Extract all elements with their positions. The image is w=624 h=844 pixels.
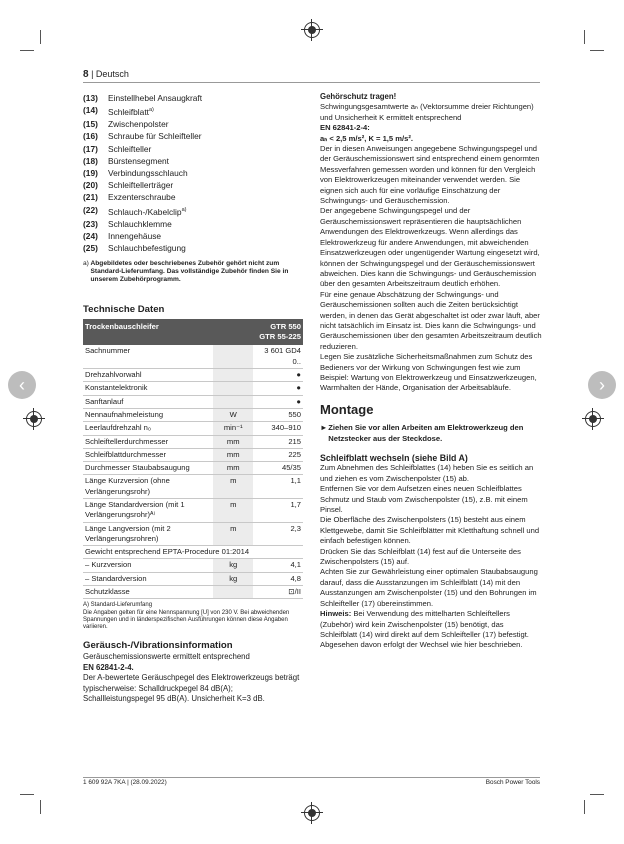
table-cell-value: 340–910 <box>253 422 303 435</box>
parts-list <box>83 92 303 254</box>
noise-text-1: Geräuschemissionswerte ermittelt entsprechend <box>83 652 250 662</box>
table-cell-unit: m <box>213 475 253 499</box>
instruction-step: Drücken Sie das Schleifblatt (14) fest auf die Unterseite des Zwischenpolsters (15) auf. <box>320 546 521 567</box>
parts-list-item <box>83 130 303 142</box>
part-label: Schlauchklemme <box>108 218 172 229</box>
page-language: Deutsch <box>95 69 129 79</box>
table-cell-unit <box>213 382 253 395</box>
tech-table-row <box>83 546 303 559</box>
part-number: (20) <box>83 180 98 191</box>
arrow-right-icon: ► <box>320 423 328 433</box>
table-cell-unit: mm <box>213 462 253 475</box>
parts-list-item <box>83 104 303 118</box>
table-cell-unit <box>213 369 253 382</box>
product-models: GTR 550 GTR 55-225 <box>253 319 303 346</box>
table-cell-value: 4,8 <box>253 572 303 585</box>
tech-data-title: Technische Daten <box>83 303 165 315</box>
table-cell-value: ● <box>253 382 303 395</box>
part-label: Zwischenpolster <box>108 119 169 130</box>
part-label: Schraube für Schleifteller <box>108 131 202 142</box>
tech-table-row <box>83 522 303 546</box>
crop-mark <box>590 794 604 795</box>
instruction-step: Zum Abnehmen des Schleifblattes (14) heben Sie es seitlich an und ziehen es vom Zwischenpolster (15) ab. <box>320 463 534 483</box>
parts-list-item <box>83 118 303 130</box>
table-cell-name: Nennaufnahmeleistung <box>83 408 213 421</box>
table-cell-unit: min⁻¹ <box>213 422 253 435</box>
tech-table-row <box>83 475 303 499</box>
vibration-values: aₕ < 2,5 m/s², K = 1,5 m/s². <box>320 133 413 143</box>
table-cell-name: – Kurzversion <box>83 559 213 572</box>
tech-table-head <box>83 319 303 346</box>
parts-list-item <box>83 155 303 167</box>
tech-table-row <box>83 559 303 572</box>
crop-mark <box>20 50 34 51</box>
table-cell-unit: mm <box>213 448 253 461</box>
noise-title: Geräusch-/Vibrationsinformation <box>83 640 233 652</box>
parts-list-item <box>83 191 303 203</box>
table-cell-unit: W <box>213 408 253 421</box>
part-label: Verbindungsschlauch <box>108 168 188 179</box>
part-number: (17) <box>83 143 98 154</box>
tech-table-row <box>83 369 303 382</box>
table-cell-value: 3 601 GD4 0.. <box>253 345 303 368</box>
part-number: (13) <box>83 93 98 103</box>
tech-table-row <box>83 462 303 475</box>
parts-list-item <box>83 167 303 179</box>
tech-table-row <box>83 382 303 395</box>
registration-mark-icon <box>304 22 320 38</box>
registration-mark-icon <box>304 805 320 821</box>
table-cell-unit <box>213 345 253 368</box>
parts-list-item <box>83 242 303 254</box>
table-cell-name: – Standardversion <box>83 572 213 585</box>
crop-mark <box>40 800 41 814</box>
part-label: Schleifblatt$^{a)}$ <box>108 107 154 117</box>
left-column <box>83 92 303 704</box>
table-cell-name: Länge Langversion (mit 2 Verlängerungsrohren) <box>83 522 213 546</box>
part-number: (18) <box>83 155 98 166</box>
emission-paragraph: Der in diesen Anweisungen angegebene Schwingungspegel und der Geräuschemissionswert sind entsprechend einem genormten Messverfahren gemessen worden und können für den Vergleich von Elektrowerkzeugen miteinander verwendet werden. Sie eignen sich auch für eine vorläufige Einschätzung der Schwingungs- und Geräuschemission. <box>320 144 540 206</box>
crop-mark <box>40 30 41 44</box>
part-label: Schleiftellerträger <box>108 180 174 191</box>
tech-table-row <box>83 422 303 435</box>
tech-table-row <box>83 435 303 448</box>
tech-table-row <box>83 448 303 461</box>
table-cell-value: 215 <box>253 435 303 448</box>
table-cell-name: Drehzahlvorwahl <box>83 369 213 382</box>
parts-list-item <box>83 92 303 104</box>
tech-data-table <box>83 319 303 600</box>
crop-mark <box>590 50 604 51</box>
part-label: Innengehäuse <box>108 230 162 241</box>
instruction-step: Entfernen Sie vor dem Aufsetzen eines neuen Schleifblattes Schmutz und Staub vom Zwischenpolster (15), z.B. mit einem Pinsel. <box>320 484 528 515</box>
part-number: (14) <box>83 105 98 116</box>
table-cell-unit <box>213 586 253 599</box>
part-number: (24) <box>83 230 98 241</box>
prev-page-button[interactable] <box>8 371 36 399</box>
table-cell-name: Schutzklasse <box>83 586 213 599</box>
tech-table-row <box>83 586 303 599</box>
part-number: (19) <box>83 168 98 179</box>
instruction-step: Die Oberfläche des Zwischenpolsters (15) besteht aus einem Klettgewebe, damit Sie Schleifblätter mit Kletthaftung schnell und einfach befestigen können. <box>320 515 540 546</box>
table-cell-value: ● <box>253 395 303 408</box>
table-cell-value: ● <box>253 369 303 382</box>
tech-table-row <box>83 572 303 585</box>
next-page-button[interactable] <box>588 371 616 399</box>
vibration-standard: EN 62841-2-4: <box>320 123 370 133</box>
table-cell-unit: m <box>213 498 253 522</box>
table-cell-unit: kg <box>213 572 253 585</box>
crop-mark <box>584 800 585 814</box>
tech-table-row <box>83 408 303 421</box>
emission-paragraph: Für eine genaue Abschätzung der Schwingungs- und Geräuschemissionen sollten auch die Zeiten berücksichtigt werden, in denen das Gerät abgeschaltet ist oder zwar läuft, aber nicht tatsächlich im Einsatz ist. Dies kann die Schwingungs- und Geräuschemissionen über den gesamten Arbeitszeitraum deutlich reduzieren. <box>320 289 542 351</box>
table-cell-unit: m <box>213 522 253 546</box>
table-footnote-2: Die Angaben gelten für eine Nennspannung [U] von 230 V. Bei abweichenden Spannungen und in länderspezifischen Ausführungen können diese Angaben variieren. <box>83 609 290 630</box>
part-number: (15) <box>83 119 98 130</box>
page-number: 8 <box>83 69 89 80</box>
vibration-text: Schwingungsgesamtwerte aₕ (Vektorsumme dreier Richtungen) und Unsicherheit K ermittelt entsprechend <box>320 102 534 122</box>
right-column <box>320 92 542 651</box>
part-label: Schlauch-/Kabelclip$^{a)}$ <box>108 206 187 217</box>
emission-paragraph: Legen Sie zusätzliche Sicherheitsmaßnahmen zum Schutz des Bedieners vor der Wirkung von Schwingungen fest wie zum Beispiel: Wartung von Elektrowerkzeug und Einsatzwerkzeugen, Warmhalten der Hände, Organisation der Arbeitsabläufe. <box>320 352 537 393</box>
tech-table-row <box>83 395 303 408</box>
table-cell-name: Durchmesser Staubabsaugung <box>83 462 213 475</box>
table-cell-name: Gewicht entsprechend EPTA-Procedure 01:2014 <box>83 546 303 559</box>
product-name: Trockenbauschleifer <box>83 319 253 346</box>
part-label: Einstellhebel Ansaugkraft <box>108 93 203 103</box>
parts-list-item <box>83 179 303 191</box>
part-number: (23) <box>83 218 98 229</box>
table-cell-value: 45/35 <box>253 462 303 475</box>
part-number: (16) <box>83 131 98 142</box>
table-cell-unit <box>213 395 253 408</box>
noise-text-2: Der A-bewertete Geräuschpegel des Elektrowerkzeugs beträgt typischerweise: Schalldruckpegel 84 dB(A); Schallleistungspegel 95 dB(A). Unsicherheit K=3 dB. <box>83 673 300 703</box>
part-label: Schleifteller <box>108 143 152 154</box>
instruction-step: Achten Sie zur Gewährleistung einer optimalen Staubabsaugung darauf, dass die Ausstanzungen im Schleifblatt (14) mit den Ausstanzungen am Zwischenpolster (15) und den Bohrungen im Schleifteller (17) übereinstimmen. <box>320 567 538 608</box>
table-cell-name: Leerlaufdrehzahl n₀ <box>83 422 213 435</box>
montage-heading: Montage <box>320 401 374 417</box>
part-number: (22) <box>83 204 98 215</box>
table-cell-name: Schleiftellerdurchmesser <box>83 435 213 448</box>
table-cell-value: 550 <box>253 408 303 421</box>
crop-mark <box>20 794 34 795</box>
table-cell-name: Länge Kurzversion (ohne Verlängerungsrohr) <box>83 475 213 499</box>
chevron-right-icon: › <box>599 375 605 395</box>
footer-brand: Bosch Power Tools <box>485 779 540 786</box>
table-cell-value: 4,1 <box>253 559 303 572</box>
table-cell-unit: kg <box>213 559 253 572</box>
part-number: (21) <box>83 192 98 203</box>
tech-table-row <box>83 498 303 522</box>
parts-list-item <box>83 143 303 155</box>
emission-paragraph: Der angegebene Schwingungspegel und der Geräuschemissionswert repräsentieren die hauptsächlichen Anwendungen des Elektrowerkzeugs. Wenn allerdings das Elektrowerkzeug für andere Anwendungen, mit abweichenden Einsatzwerkzeugen oder ungenügender Wartung eingesetzt wird, können der Schwingungspegel und der Geräuschemissionswert abweichen. Dies kann die Schwingungs- und Geräuschemission über den gesamten Arbeitszeitraum deutlich erhöhen. <box>320 206 540 289</box>
crop-mark <box>584 30 585 44</box>
noise-standard: EN 62841-2-4. <box>83 662 134 672</box>
table-cell-name: Konstantelektronik <box>83 382 213 395</box>
hint-paragraph: Hinweis: Bei Verwendung des mittelharten Schleiftellers (Zubehör) wird kein Zwischenpolster (15) benötigt, das Schleifblatt (14) wird direkt auf dem Schleifteller (17) befestigt. Abgesehen davon erfolgt der Wechsel wie hier beschrieben. <box>320 609 529 650</box>
part-label: Schlauchbefestigung <box>108 243 186 254</box>
registration-mark-icon <box>26 411 42 427</box>
part-label: Bürstensegment <box>108 155 169 166</box>
parts-list-item <box>83 230 303 242</box>
parts-list-item <box>83 204 303 218</box>
safety-warning: ► Ziehen Sie vor allen Arbeiten am Elektrowerkzeug den Netzstecker aus der Steckdose. <box>320 423 524 443</box>
table-cell-value: 225 <box>253 448 303 461</box>
table-footnote-1: A) Standard-Lieferumfang <box>83 602 153 609</box>
registration-mark-icon <box>585 411 601 427</box>
hearing-protection-note: Gehörschutz tragen! <box>320 92 397 101</box>
table-cell-value: 1,7 <box>253 498 303 522</box>
chevron-left-icon: ‹ <box>19 375 25 395</box>
table-cell-value: ⊡/II <box>253 586 303 599</box>
table-cell-name: Länge Standardversion (mit 1 Verlängerungsrohr)ᴬ⁾ <box>83 498 213 522</box>
part-number: (25) <box>83 243 98 254</box>
table-cell-value: 2,3 <box>253 522 303 546</box>
footer-doc-id: 1 609 92A 7KA | (28.09.2022) <box>83 779 167 786</box>
table-cell-name: Sachnummer <box>83 345 213 368</box>
page-header: 8 | Deutsch <box>83 66 540 83</box>
tech-table-row <box>83 345 303 368</box>
page-footer <box>83 777 540 788</box>
parts-list-item <box>83 218 303 230</box>
table-cell-value: 1,1 <box>253 475 303 499</box>
parts-footnote: a) Abgebildetes oder beschriebenes Zubehör gehört nicht zum Standard-Lieferumfang. Das vollständige Zubehör finden Sie in unserem Zubehörprogramm. <box>83 260 289 283</box>
table-cell-unit: mm <box>213 435 253 448</box>
table-cell-name: Sanftanlauf <box>83 395 213 408</box>
subsection-title: Schleifblatt wechseln (siehe Bild A) <box>320 453 468 463</box>
table-cell-name: Schleifblattdurchmesser <box>83 448 213 461</box>
part-label: Exzenterschraube <box>108 192 176 203</box>
